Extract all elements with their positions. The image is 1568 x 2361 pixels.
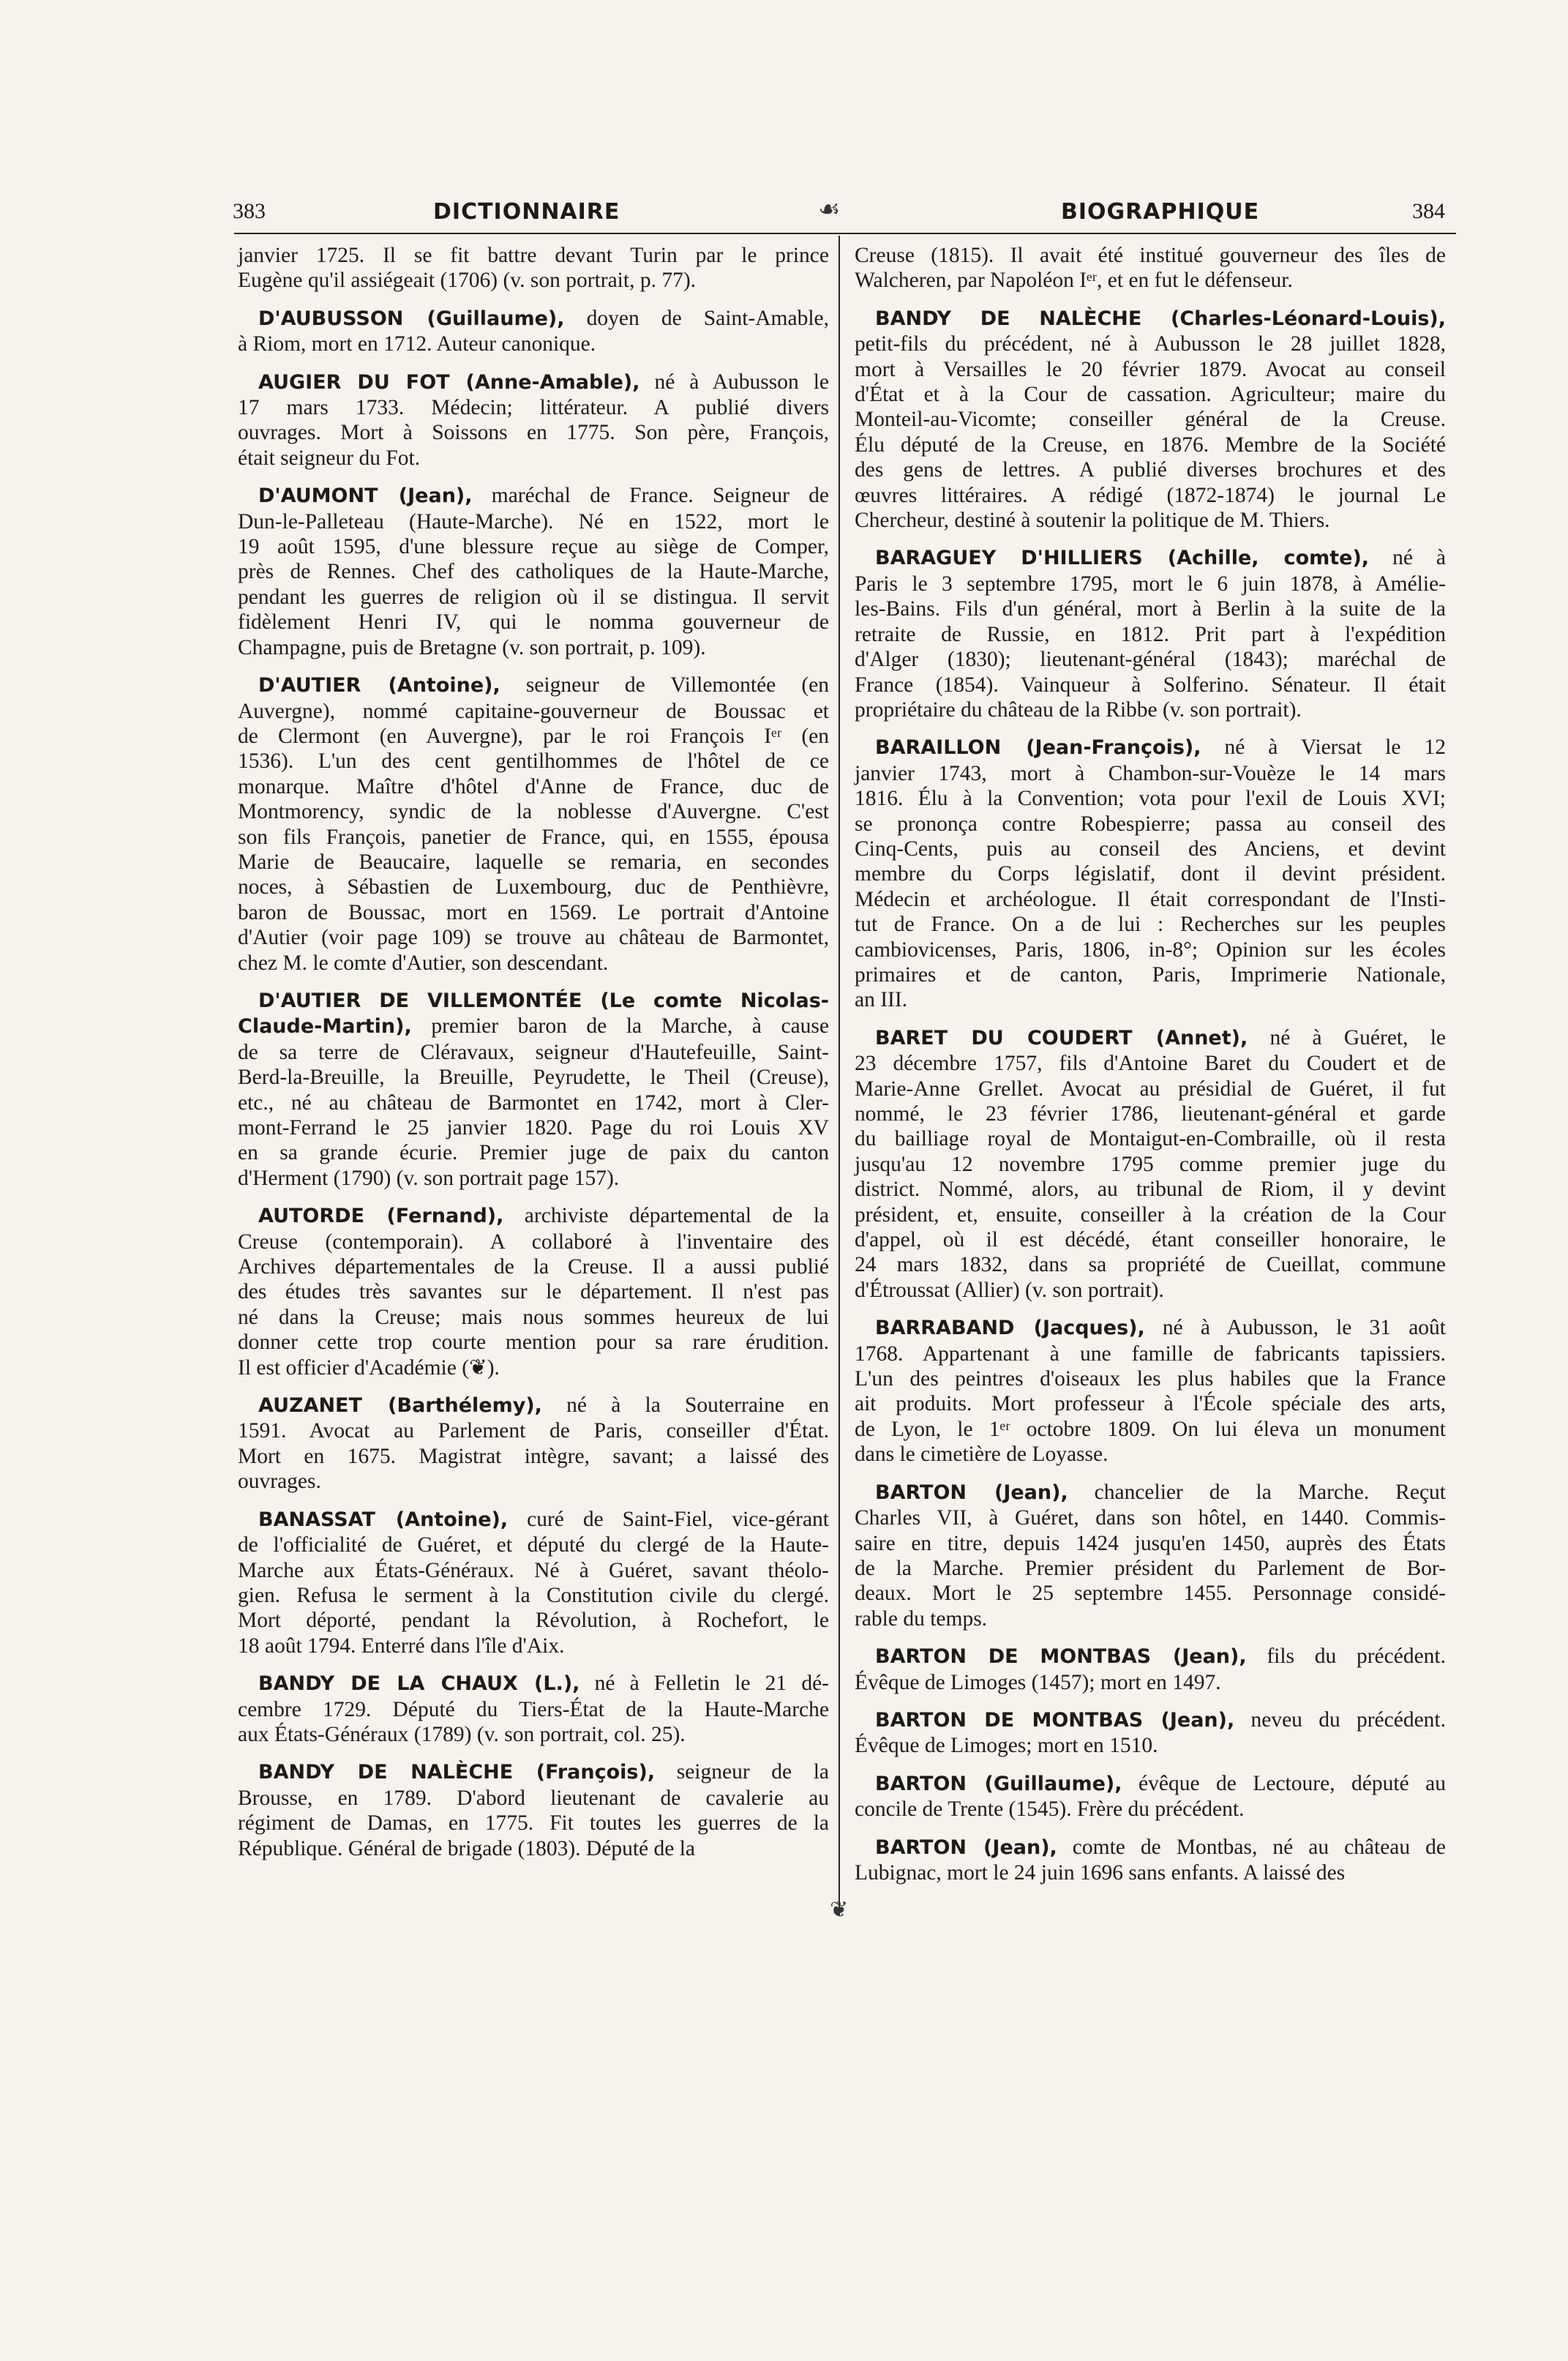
entry-text: archiviste départemental de la xyxy=(503,1204,829,1228)
entry-text: fils du précédent. xyxy=(1246,1645,1446,1669)
text-line xyxy=(238,483,829,509)
dictionary-entry xyxy=(238,483,829,660)
entry-text: président, et, ensuite, conseiller à la création de la Cour xyxy=(855,1202,1446,1227)
entry-text: primaires et de canton, Paris, Imprimerie Nationale, xyxy=(855,962,1446,987)
entry-text: 17 mars 1733. Médecin; littérateur. A publié divers xyxy=(238,396,829,420)
dictionary-entry xyxy=(855,1025,1446,1303)
text-line xyxy=(855,1342,1446,1366)
entry-text: des gens de lettres. A publié diverses brochures et des xyxy=(855,458,1446,482)
entry-text: 1816. Élu à la Convention; vota pour l'exil de Louis XVI; xyxy=(855,787,1446,811)
text-line xyxy=(855,1278,1446,1303)
entry-text: 1591. Avocat au Parlement de Paris, conseiller d'État. xyxy=(238,1419,829,1443)
text-line xyxy=(238,420,829,445)
text-line xyxy=(855,987,1446,1012)
entry-text: Marche aux États-Généraux. Né à Guéret, savant théolo- xyxy=(238,1558,829,1582)
dictionary-entry xyxy=(238,1671,829,1747)
text-line xyxy=(238,1533,829,1557)
text-line xyxy=(238,1671,829,1696)
dictionary-entry xyxy=(855,1644,1446,1695)
entry-text: deaux. Mort le 25 septembre 1455. Personnage considé- xyxy=(855,1582,1446,1606)
header-title-right: BIOGRAPHIQUE xyxy=(1061,199,1260,225)
entry-text: neveu du précédent. xyxy=(1234,1707,1446,1732)
text-line xyxy=(855,1480,1446,1505)
entry-text: Élu député de la Creuse, en 1876. Membre de la Société xyxy=(855,433,1446,457)
text-line xyxy=(238,988,829,1014)
entry-text: Paris le 3 septembre 1795, mort le 6 juin 1878, à Amélie- xyxy=(855,572,1446,596)
entry-name: BARAGUEY D'HILLIERS (Achille, comte), xyxy=(875,547,1370,570)
text-line xyxy=(855,357,1446,382)
entry-text: Charles VII, à Guéret, dans son hôtel, en 1440. Commis- xyxy=(855,1506,1446,1530)
text-line xyxy=(855,306,1446,332)
entry-text: Marie de Beaucaire, laquelle se remaria, en secondes xyxy=(238,850,829,874)
dictionary-entry xyxy=(855,1707,1446,1759)
entry-text: ait produits. Mort professeur à l'École spéciale des arts, xyxy=(855,1392,1446,1416)
entry-name: BANDY DE LA CHAUX (L.), xyxy=(258,1672,580,1696)
text-line xyxy=(855,1051,1446,1076)
text-line xyxy=(855,1101,1446,1126)
text-line xyxy=(238,799,829,824)
text-line xyxy=(855,837,1446,861)
entry-text: Évêque de Limoges; mort en 1510. xyxy=(855,1734,1158,1758)
text-line xyxy=(855,572,1446,596)
entry-text: membre du Corps législatif, dont il devint président. xyxy=(855,862,1446,886)
text-line xyxy=(238,635,829,660)
entry-text: son fils François, panetier de France, qui, en 1555, épousa xyxy=(238,825,829,849)
entry-text: près de Rennes. Chef des catholiques de la Haute-Marche, xyxy=(238,560,829,584)
text-line xyxy=(855,1733,1446,1758)
dictionary-entry xyxy=(238,1393,829,1494)
entry-name: AUZANET (Barthélemy), xyxy=(258,1394,542,1418)
entry-text: d'Alger (1830); lieutenant-général (1843); maréchal de xyxy=(855,648,1446,672)
dictionary-entry xyxy=(238,370,829,471)
entry-text: Médecin et archéologue. Il était correspondant de l'Insti- xyxy=(855,887,1446,911)
text-line xyxy=(238,900,829,925)
text-line xyxy=(238,825,829,850)
entry-text: Il est officier d'Académie (❦). xyxy=(238,1355,500,1380)
entry-text: tut de France. On a de lui : Recherches sur les peuples xyxy=(855,913,1446,937)
text-line xyxy=(855,596,1446,621)
text-line xyxy=(238,1722,829,1747)
dictionary-entry xyxy=(855,735,1446,1012)
entry-text: de l'officialité de Guéret, et député du clergé de la Haute- xyxy=(238,1533,829,1557)
header-rule xyxy=(234,233,1456,234)
entry-text: mont-Ferrand le 25 janvier 1820. Page du roi Louis XV xyxy=(238,1116,829,1140)
entry-name: D'AUTIER (Antoine), xyxy=(258,674,500,697)
entry-text: cambiovicenses, Paris, 1806, in-8°; Opinion sur les écoles xyxy=(855,938,1446,962)
entry-text: d'appel, où il est décédé, étant conseiller honoraire, le xyxy=(855,1228,1446,1252)
text-line xyxy=(238,1065,829,1090)
right-column xyxy=(855,243,1446,1898)
entry-text: d'Herment (1790) (v. son portrait page 157). xyxy=(238,1166,620,1190)
entry-text: chez M. le comte d'Autier, son descendant. xyxy=(238,951,609,975)
entry-text: œuvres littéraires. A rédigé (1872-1874) le journal Le xyxy=(855,483,1446,507)
dictionary-entry xyxy=(238,306,829,357)
text-line xyxy=(855,407,1446,432)
entry-text: Walcheren, par Napoléon Iᵉʳ, et en fut le défenseur. xyxy=(855,269,1293,293)
dictionary-entry xyxy=(238,1759,829,1861)
entry-text: chancelier de la Marche. Reçut xyxy=(1068,1480,1446,1504)
text-line xyxy=(238,306,829,332)
text-line xyxy=(855,938,1446,962)
entry-text: né à Aubusson, le 31 août xyxy=(1144,1316,1446,1340)
entry-text: des études très savantes sur le département. Il n'est pas xyxy=(238,1280,829,1304)
text-line xyxy=(855,1797,1446,1822)
text-line xyxy=(855,1391,1446,1416)
text-line xyxy=(855,382,1446,407)
text-line xyxy=(855,508,1446,533)
entry-text: Monteil-au-Vicomte; conseiller général de la Creuse. xyxy=(855,408,1446,432)
text-line xyxy=(855,457,1446,482)
text-line xyxy=(238,1444,829,1469)
text-line xyxy=(855,433,1446,457)
entry-name: BARTON (Guillaume), xyxy=(875,1772,1122,1795)
entry-text: aux États-Généraux (1789) (v. son portrait, col. 25). xyxy=(238,1722,686,1746)
text-line xyxy=(855,912,1446,937)
entry-text: évêque de Lectoure, député au xyxy=(1122,1771,1446,1795)
entry-text: de Clermont (en Auvergne), par le roi François Iᵉʳ (en xyxy=(238,724,829,748)
text-line xyxy=(238,1759,829,1785)
entry-text: né dans la Creuse; mais nous sommes heureux de lui xyxy=(238,1305,829,1329)
entry-name: BARRABAND (Jacques), xyxy=(875,1317,1145,1340)
entry-text: Berd-la-Breuille, la Breuille, Peyrudette, le Theil (Creuse), xyxy=(238,1066,829,1090)
entry-text: 23 décembre 1757, fils d'Antoine Baret du Coudert et de xyxy=(855,1052,1446,1076)
entry-text: d'État et à la Cour de cassation. Agriculteur; maire du xyxy=(855,383,1446,407)
entry-text: France (1854). Vainqueur à Solferino. Sénateur. Il était xyxy=(855,673,1446,697)
column-divider xyxy=(839,236,840,1915)
entry-text: Cinq-Cents, puis au conseil des Anciens, et devint xyxy=(855,837,1446,861)
text-line xyxy=(855,1556,1446,1581)
entry-name: BARAILLON (Jean-François), xyxy=(875,736,1201,760)
text-line xyxy=(238,1254,829,1279)
text-line xyxy=(238,1355,829,1380)
text-line xyxy=(238,1634,829,1658)
entry-text: baron de Boussac, mort en 1569. Le portrait d'Antoine xyxy=(238,900,829,924)
entry-text: de la Marche. Premier président du Parlement de Bor- xyxy=(855,1556,1446,1580)
text-line xyxy=(238,534,829,559)
text-line xyxy=(238,1090,829,1115)
dictionary-entry xyxy=(238,1507,829,1658)
entry-text: Montmorency, syndic de la noblesse d'Auvergne. C'est xyxy=(238,800,829,824)
entry-text: né à Guéret, le xyxy=(1248,1025,1446,1049)
entry-name: BARTON DE MONTBAS (Jean), xyxy=(875,1708,1235,1732)
entry-text: noces, à Sébastien de Luxembourg, duc de Penthièvre, xyxy=(238,875,829,899)
text-line xyxy=(238,875,829,899)
dictionary-entry xyxy=(855,306,1446,534)
entry-text: République. Général de brigade (1803). Député de la xyxy=(238,1836,696,1860)
text-line xyxy=(855,1202,1446,1227)
text-line xyxy=(238,925,829,950)
entry-text: né à Felletin le 21 dé- xyxy=(579,1672,829,1696)
entry-name: BARET DU COUDERT (Annet), xyxy=(875,1026,1248,1049)
text-line xyxy=(855,1227,1446,1252)
entry-text: né à xyxy=(1369,546,1447,570)
dictionary-entry xyxy=(238,988,829,1191)
entry-name: BARTON DE MONTBAS (Jean), xyxy=(875,1645,1247,1669)
entry-text: maréchal de France. Seigneur de xyxy=(472,484,830,508)
entry-text: Mort déporté, pendant la Révolution, à Rochefort, le xyxy=(238,1609,829,1633)
entry-text: 18 août 1794. Enterré dans l'île d'Aix. xyxy=(238,1634,565,1658)
entry-text: les-Bains. Fils d'un général, mort à Berlin à la suite de la xyxy=(855,597,1446,621)
text-line xyxy=(855,887,1446,912)
text-line xyxy=(855,1366,1446,1391)
entry-text: retraite de Russie, en 1812. Prit part à l'expédition xyxy=(855,622,1446,646)
entry-text: rable du temps. xyxy=(855,1606,988,1631)
text-line xyxy=(238,610,829,635)
dictionary-entry xyxy=(238,673,829,976)
entry-text: 24 mars 1832, dans sa propriété de Cueillat, commune xyxy=(855,1253,1446,1277)
text-line xyxy=(855,1177,1446,1202)
text-line xyxy=(855,268,1446,293)
text-line xyxy=(238,1697,829,1722)
dictionary-entry xyxy=(238,1203,829,1380)
text-line xyxy=(238,370,829,395)
entry-text: curé de Saint-Fiel, vice-gérant xyxy=(508,1507,829,1531)
text-line xyxy=(238,1608,829,1633)
entry-text: régiment de Damas, en 1775. Fit toutes les guerres de la xyxy=(238,1811,829,1836)
text-line xyxy=(238,1469,829,1494)
entry-text: né à Viersat le 12 xyxy=(1201,736,1447,760)
text-line xyxy=(855,1531,1446,1556)
text-line xyxy=(855,1442,1446,1467)
entry-name: BANDY DE NALÈCHE (Charles-Léonard-Louis), xyxy=(875,307,1446,330)
entry-name: BARTON (Jean), xyxy=(875,1481,1068,1504)
text-line xyxy=(238,585,829,610)
entry-name: AUGIER DU FOT (Anne-Amable), xyxy=(258,370,640,394)
entry-text: janvier 1725. Il se fit battre devant Turin par le prince xyxy=(238,244,829,267)
entry-text: 1768. Appartenant à une famille de fabricants tapissiers. xyxy=(855,1342,1446,1366)
text-line xyxy=(855,786,1446,811)
entry-text: seigneur de la xyxy=(655,1760,829,1784)
text-line xyxy=(855,622,1446,647)
dictionary-entry xyxy=(855,243,1446,293)
page-header xyxy=(0,196,1568,236)
entry-text: ouvrages. Mort à Soissons en 1775. Son père, François, xyxy=(238,421,829,445)
text-line xyxy=(855,1771,1446,1797)
text-line xyxy=(855,1025,1446,1051)
text-line xyxy=(238,1811,829,1836)
text-line xyxy=(855,1417,1446,1442)
text-line xyxy=(855,1835,1446,1860)
text-line xyxy=(238,774,829,799)
entry-text: petit-fils du précédent, né à Aubusson le 28 juillet 1828, xyxy=(855,332,1446,356)
entry-name: BARTON (Jean), xyxy=(875,1836,1057,1859)
text-line xyxy=(855,1707,1446,1733)
text-line xyxy=(238,724,829,749)
entry-text: de Lyon, le 1ᵉʳ octobre 1809. On lui éleva un monument xyxy=(855,1417,1446,1441)
entry-text: dans le cimetière de Loyasse. xyxy=(855,1443,1109,1467)
text-line xyxy=(855,545,1446,571)
entry-text: jusqu'au 12 novembre 1795 comme premier juge du xyxy=(855,1152,1446,1176)
entry-text: du bailliage royal de Montaigut-en-Combraille, où il resta xyxy=(855,1127,1446,1151)
page-number-right: 384 xyxy=(1412,199,1445,223)
fleuron-ornament-icon: ☙ xyxy=(818,196,841,223)
text-line xyxy=(238,1279,829,1304)
text-line xyxy=(855,697,1446,722)
text-line xyxy=(855,1252,1446,1277)
text-line xyxy=(855,1152,1446,1177)
text-line xyxy=(238,559,829,584)
text-line xyxy=(238,850,829,875)
entry-text: Lubignac, mort le 24 juin 1696 sans enfants. A laissé des xyxy=(855,1860,1346,1885)
entry-name: D'AUTIER DE VILLEMONTÉE (Le comte Nicolas- xyxy=(258,989,829,1012)
entry-text: de sa terre de Cléravaux, seigneur d'Hautefeuille, Saint- xyxy=(238,1040,829,1064)
entry-name: BANDY DE NALÈCHE (François), xyxy=(258,1761,656,1784)
text-line xyxy=(238,509,829,534)
entry-text: nommé, le 23 février 1786, lieutenant-général et garde xyxy=(855,1102,1446,1126)
text-line xyxy=(238,1330,829,1355)
entry-text: Brousse, en 1789. D'abord lieutenant de cavalerie au xyxy=(238,1786,829,1810)
entry-text: 1536). L'un des cent gentilhommes de l'hôtel de ce xyxy=(238,749,829,774)
text-line xyxy=(238,1418,829,1443)
text-line xyxy=(238,332,829,356)
entry-text: Auvergne), nommé capitaine-gouverneur de Boussac et xyxy=(238,699,829,723)
entry-text: seigneur de Villemontée (en xyxy=(500,673,829,697)
text-line xyxy=(238,1166,829,1191)
text-line xyxy=(238,1014,829,1039)
text-line xyxy=(238,446,829,471)
entry-text: Champagne, puis de Bretagne (v. son portrait, p. 109). xyxy=(238,635,706,659)
entry-text: mort à Versailles le 20 février 1879. Avocat au conseil xyxy=(855,357,1446,381)
text-line xyxy=(238,268,829,293)
entry-text: d'Autier (voir page 109) se trouve au château de Barmontet, xyxy=(238,926,829,950)
text-line xyxy=(855,735,1446,760)
text-line xyxy=(238,395,829,420)
text-line xyxy=(238,1558,829,1583)
entry-text: saire en titre, depuis 1424 jusqu'en 1450, auprès des États xyxy=(855,1531,1446,1555)
entry-text: en sa grande écurie. Premier juge de paix du canton xyxy=(238,1141,829,1165)
dictionary-entry xyxy=(855,545,1446,722)
text-line xyxy=(855,1644,1446,1669)
header-title-left: DICTIONNAIRE xyxy=(433,199,620,225)
text-line xyxy=(238,1507,829,1533)
entry-text: L'un des peintres d'oiseaux les plus habiles que la France xyxy=(855,1367,1446,1391)
left-column xyxy=(238,243,829,1874)
text-line xyxy=(855,1606,1446,1631)
fleuron-bottom-icon: ❦ xyxy=(830,1898,849,1922)
entry-text: était seigneur du Fot. xyxy=(238,446,421,470)
entry-text: Eugène qu'il assiégeait (1706) (v. son portrait, p. 77). xyxy=(238,269,697,293)
dictionary-entry xyxy=(855,1315,1446,1467)
entry-text: Dun-le-Palleteau (Haute-Marche). Né en 1522, mort le xyxy=(238,509,829,534)
text-line xyxy=(855,1581,1446,1606)
text-line xyxy=(855,962,1446,987)
text-line xyxy=(238,1583,829,1608)
entry-text: pendant les guerres de religion où il se distingua. Il servit xyxy=(238,585,829,609)
text-line xyxy=(238,699,829,724)
entry-text: doyen de Saint-Amable, xyxy=(564,306,829,330)
text-line xyxy=(238,1140,829,1165)
text-line xyxy=(238,1115,829,1140)
entry-text: né à la Souterraine en xyxy=(541,1393,830,1418)
entry-text: etc., né au château de Barmontet en 1742, mort à Cler- xyxy=(238,1090,829,1115)
text-line xyxy=(238,1230,829,1254)
entry-text: cembre 1729. Député du Tiers-État de la Haute-Marche xyxy=(238,1697,829,1721)
page-number-left: 383 xyxy=(233,199,266,223)
text-line xyxy=(855,243,1446,268)
dictionary-entry xyxy=(855,1771,1446,1822)
text-line xyxy=(855,761,1446,786)
entry-text: Chercheur, destiné à soutenir la politique de M. Thiers. xyxy=(855,509,1330,533)
text-line xyxy=(855,861,1446,886)
entry-text: né à Aubusson le xyxy=(639,370,829,394)
entry-text: janvier 1743, mort à Chambon-sur-Vouèze le 14 mars xyxy=(855,761,1446,785)
entry-text: Archives départementales de la Creuse. Il a aussi publié xyxy=(238,1255,829,1279)
dictionary-entry xyxy=(855,1480,1446,1631)
text-line xyxy=(855,1077,1446,1101)
entry-text: se prononça contre Robespierre; passa au conseil des xyxy=(855,812,1446,836)
entry-name: Claude-Martin), xyxy=(238,1015,412,1039)
text-line xyxy=(855,812,1446,837)
text-line xyxy=(238,951,829,976)
text-line xyxy=(855,1126,1446,1151)
text-line xyxy=(855,1505,1446,1530)
text-line xyxy=(238,243,829,268)
text-line xyxy=(238,1836,829,1861)
entry-text: à Riom, mort en 1712. Auteur canonique. xyxy=(238,332,596,356)
text-line xyxy=(855,1315,1446,1341)
entry-text: propriétaire du château de la Ribbe (v. son portrait). xyxy=(855,697,1302,722)
entry-text: district. Nommé, alors, au tribunal de Riom, il y devint xyxy=(855,1178,1446,1202)
entry-text: an III. xyxy=(855,988,908,1012)
entry-text: fidèlement Henri IV, qui le nomma gouverneur de xyxy=(238,610,829,635)
entry-text: ouvrages. xyxy=(238,1470,321,1494)
text-line xyxy=(238,1305,829,1330)
entry-text: Marie-Anne Grellet. Avocat au présidial de Guéret, il fut xyxy=(855,1077,1446,1101)
entry-text: concile de Trente (1545). Frère du précédent. xyxy=(855,1797,1245,1822)
text-line xyxy=(238,1786,829,1811)
text-line xyxy=(855,1670,1446,1695)
entry-name: AUTORDE (Fernand), xyxy=(258,1205,504,1228)
text-line xyxy=(238,1040,829,1065)
entry-text: donner cette trop courte mention pour sa rare érudition. xyxy=(238,1331,829,1355)
entry-name: D'AUBUSSON (Guillaume), xyxy=(258,307,565,330)
dictionary-entry xyxy=(855,1835,1446,1886)
text-line xyxy=(855,1860,1446,1885)
entry-text: gien. Refusa le serment à la Constitution civile du clergé. xyxy=(238,1583,829,1607)
entry-name: D'AUMONT (Jean), xyxy=(258,484,473,508)
entry-text: comte de Montbas, né au château de xyxy=(1057,1835,1446,1859)
entry-text: Creuse (1815). Il avait été institué gouverneur des îles de xyxy=(855,244,1446,267)
entry-text: premier baron de la Marche, à cause xyxy=(411,1014,829,1039)
entry-text: Creuse (contemporain). A collaboré à l'inventaire des xyxy=(238,1230,829,1254)
text-line xyxy=(855,673,1446,697)
entry-name: BANASSAT (Antoine), xyxy=(258,1508,509,1531)
text-line xyxy=(855,332,1446,356)
entry-text: Évêque de Limoges (1457); mort en 1497. xyxy=(855,1670,1221,1694)
text-line xyxy=(238,749,829,774)
entry-text: monarque. Maître d'hôtel d'Anne de France, duc de xyxy=(238,774,829,798)
text-line xyxy=(238,1203,829,1229)
entry-text: 19 août 1595, d'une blessure reçue au siège de Comper, xyxy=(238,535,829,559)
entry-text: d'Étroussat (Allier) (v. son portrait). xyxy=(855,1278,1164,1302)
text-line xyxy=(238,1393,829,1418)
text-line xyxy=(238,673,829,698)
dictionary-entry xyxy=(238,243,829,293)
entry-text: Mort en 1675. Magistrat intègre, savant; a laissé des xyxy=(238,1444,829,1468)
text-line xyxy=(855,483,1446,508)
text-line xyxy=(855,647,1446,672)
